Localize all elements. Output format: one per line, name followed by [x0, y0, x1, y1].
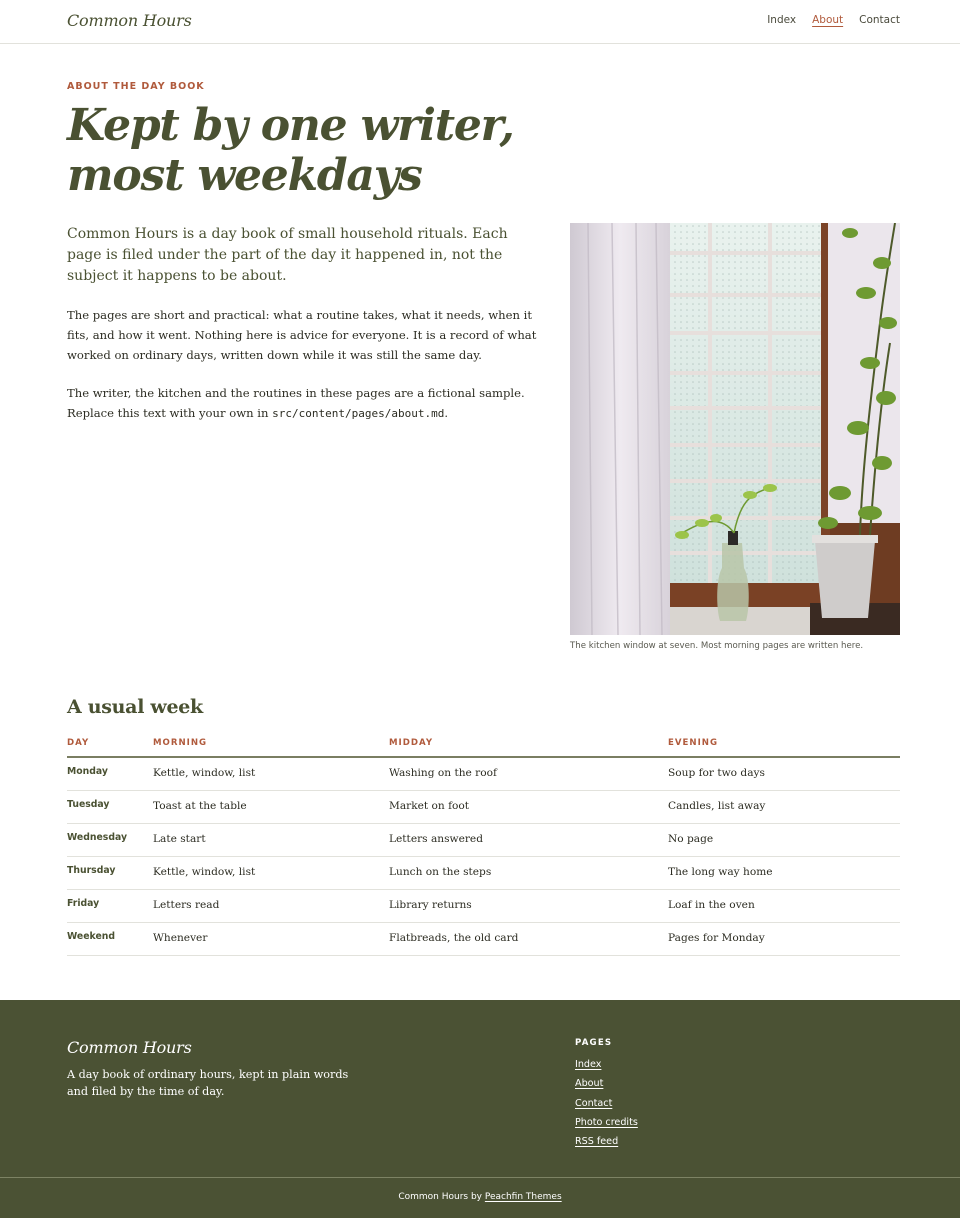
morning-cell: Late start: [153, 833, 206, 845]
footer-link-photo-credits[interactable]: Photo credits: [575, 1116, 638, 1128]
evening-cell: Candles, list away: [668, 800, 766, 812]
evening-cell: Pages for Monday: [668, 932, 765, 944]
footer-pages-heading: PAGES: [575, 1038, 613, 1048]
table-row: [67, 791, 900, 824]
footer-description: A day book of ordinary hours, kept in plain words and filed by the time of day.: [67, 1068, 349, 1098]
page-title: Kept by one writer, most weekdays: [67, 100, 514, 201]
page-eyebrow: ABOUT THE DAY BOOK: [67, 81, 205, 92]
table-header: [67, 733, 900, 758]
day-cell: Thursday: [67, 865, 116, 876]
site-footer: [0, 1000, 960, 1218]
day-cell: Tuesday: [67, 799, 110, 810]
lede-paragraph: Common Hours is a day book of small household rituals. Each page is filed under the part of the day it happened in, not the subject it happens to be about.: [67, 226, 508, 284]
footer-brand: Common Hours: [67, 1038, 192, 1057]
day-cell: Monday: [67, 766, 108, 777]
kitchen-window-photo: [570, 223, 900, 635]
midday-cell: Library returns: [389, 899, 472, 911]
col-header-day: DAY: [67, 738, 90, 748]
main-nav: [767, 14, 900, 26]
body-paragraph-2-end: .: [444, 406, 449, 420]
footer-link-index[interactable]: Index: [575, 1059, 602, 1070]
nav-index[interactable]: Index: [767, 14, 797, 26]
midday-cell: Washing on the roof: [389, 767, 497, 779]
morning-cell: Whenever: [153, 932, 208, 944]
footer-credit: [0, 1192, 960, 1202]
midday-cell: Letters answered: [389, 833, 483, 845]
morning-cell: Kettle, window, list: [153, 767, 256, 779]
footer-link-contact[interactable]: Contact: [575, 1097, 613, 1109]
midday-cell: Market on foot: [389, 800, 470, 812]
footer-link-rss[interactable]: RSS feed: [575, 1136, 619, 1148]
body-paragraph-2: [67, 383, 537, 424]
body-paragraph-1: The pages are short and practical: what a routine takes, what it needs, when it fits, and how it went. Nothing here is advice for everyone. It is a record of what worked on ordinary days, written down while it was still the same day.: [67, 308, 537, 362]
site-header: [0, 0, 960, 44]
footer-link-about[interactable]: About: [575, 1078, 604, 1090]
table-row: [67, 758, 900, 791]
credit-link[interactable]: Peachfin Themes: [484, 1192, 562, 1202]
col-header-midday: MIDDAY: [389, 738, 434, 748]
site-brand[interactable]: Common Hours: [67, 11, 192, 30]
footer-links: [575, 1059, 638, 1155]
col-header-evening: EVENING: [668, 738, 719, 748]
evening-cell: Soup for two days: [668, 767, 765, 779]
evening-cell: No page: [668, 833, 714, 845]
table-row: [67, 890, 900, 923]
col-header-morning: MORNING: [153, 738, 208, 748]
window-illustration: [570, 223, 900, 635]
morning-cell: Kettle, window, list: [153, 866, 256, 878]
table-row: [67, 923, 900, 956]
nav-contact[interactable]: Contact: [859, 14, 900, 26]
day-cell: Weekend: [67, 931, 116, 942]
body-paragraph-2-text: The writer, the kitchen and the routines in these pages are a fictional sample. Replace this text with your own in: [67, 386, 525, 420]
file-path-code: src/content/pages/about.md: [272, 407, 445, 420]
morning-cell: Letters read: [153, 899, 220, 911]
photo-caption: The kitchen window at seven. Most morning pages are written here.: [570, 641, 864, 651]
week-heading: A usual week: [67, 696, 203, 718]
day-cell: Wednesday: [67, 832, 128, 843]
midday-cell: Lunch on the steps: [389, 866, 492, 878]
table-row: [67, 857, 900, 890]
evening-cell: Loaf in the oven: [668, 899, 755, 911]
morning-cell: Toast at the table: [153, 800, 247, 812]
footer-divider: [0, 1177, 960, 1178]
table-row: [67, 824, 900, 857]
nav-about[interactable]: About: [812, 14, 844, 26]
week-table: [67, 733, 900, 956]
day-cell: Friday: [67, 898, 100, 909]
credit-prefix: Common Hours by: [398, 1192, 485, 1202]
evening-cell: The long way home: [668, 866, 773, 878]
midday-cell: Flatbreads, the old card: [389, 932, 519, 944]
